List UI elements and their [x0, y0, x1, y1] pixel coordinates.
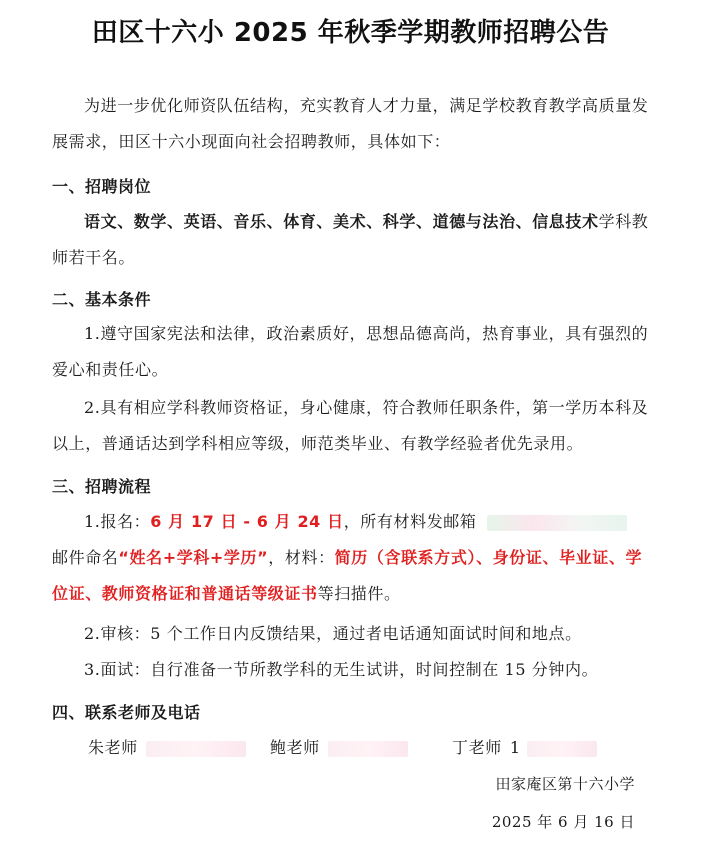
- signup-prefix: 1.报名：: [84, 512, 151, 531]
- materials-list: 简历（含联系方式）、身份证、毕业证、学位证、教师资格证和普通话等级证书: [52, 548, 643, 603]
- redacted-email: [487, 515, 627, 531]
- condition-2: 2.具有相应学科教师资格证，身心健康，符合教师任职条件，第一学历本科及以上，普通话达到学科相应等级，师范类毕业、有教学经验者优先录用。: [52, 398, 649, 453]
- subjects-tail: 学科教师若干名。: [52, 212, 649, 267]
- signup-paragraph: [52, 504, 649, 612]
- contact-item: [88, 735, 246, 758]
- contact-item: [270, 735, 408, 758]
- contact-name: 鲍老师: [270, 738, 320, 757]
- signup-after-email: 邮件命名: [52, 548, 119, 567]
- signup-suffix: 等扫描件。: [317, 584, 401, 603]
- redacted-phone: [146, 741, 246, 757]
- contact-phone: 1: [509, 738, 521, 757]
- school-signature: 田家庵区第十六小学: [495, 775, 635, 793]
- contact-name: 朱老师: [88, 738, 138, 757]
- redacted-phone: [328, 741, 408, 757]
- review-step: 2.审核：5 个工作日内反馈结果，通过者电话通知面试时间和地点。: [84, 624, 582, 643]
- condition-1: 1.遵守国家宪法和法律，政治素质好，思想品德高尚，热育事业，具有强烈的爱心和责任心。: [52, 324, 649, 379]
- intro-paragraph: 为进一步优化师资队伍结构，充实教育人才力量，满足学校教育教学高质量发展需求，田区十六小现面向社会招聘教师，具体如下：: [52, 96, 649, 151]
- section1-heading: 一、招聘岗位: [52, 177, 152, 196]
- redacted-phone: [527, 741, 597, 757]
- contact-name: 丁老师: [452, 738, 502, 757]
- section2-heading: 二、基本条件: [52, 290, 152, 309]
- section3-heading: 三、招聘流程: [52, 477, 152, 496]
- section1-body: [52, 204, 649, 276]
- interview-step: 3.面试：自行准备一节所教学科的无生试讲，时间控制在 15 分钟内。: [84, 660, 599, 679]
- naming-rule: “姓名+学科+学历”: [118, 548, 269, 567]
- contact-item: [452, 735, 597, 758]
- page-title: 田区十六小 2025 年秋季学期教师招聘公告: [91, 18, 610, 48]
- signup-dates: 6 月 17 日 - 6 月 24 日: [150, 512, 344, 531]
- signup-mid: ，所有材料发邮箱: [343, 512, 477, 531]
- announcement-date: 2025 年 6 月 16 日: [491, 813, 635, 831]
- materials-label: ，材料：: [268, 548, 335, 567]
- section4-heading: 四、联系老师及电话: [52, 703, 201, 722]
- subjects-list: 语文、数学、英语、音乐、体育、美术、科学、道德与法治、信息技术: [84, 212, 599, 231]
